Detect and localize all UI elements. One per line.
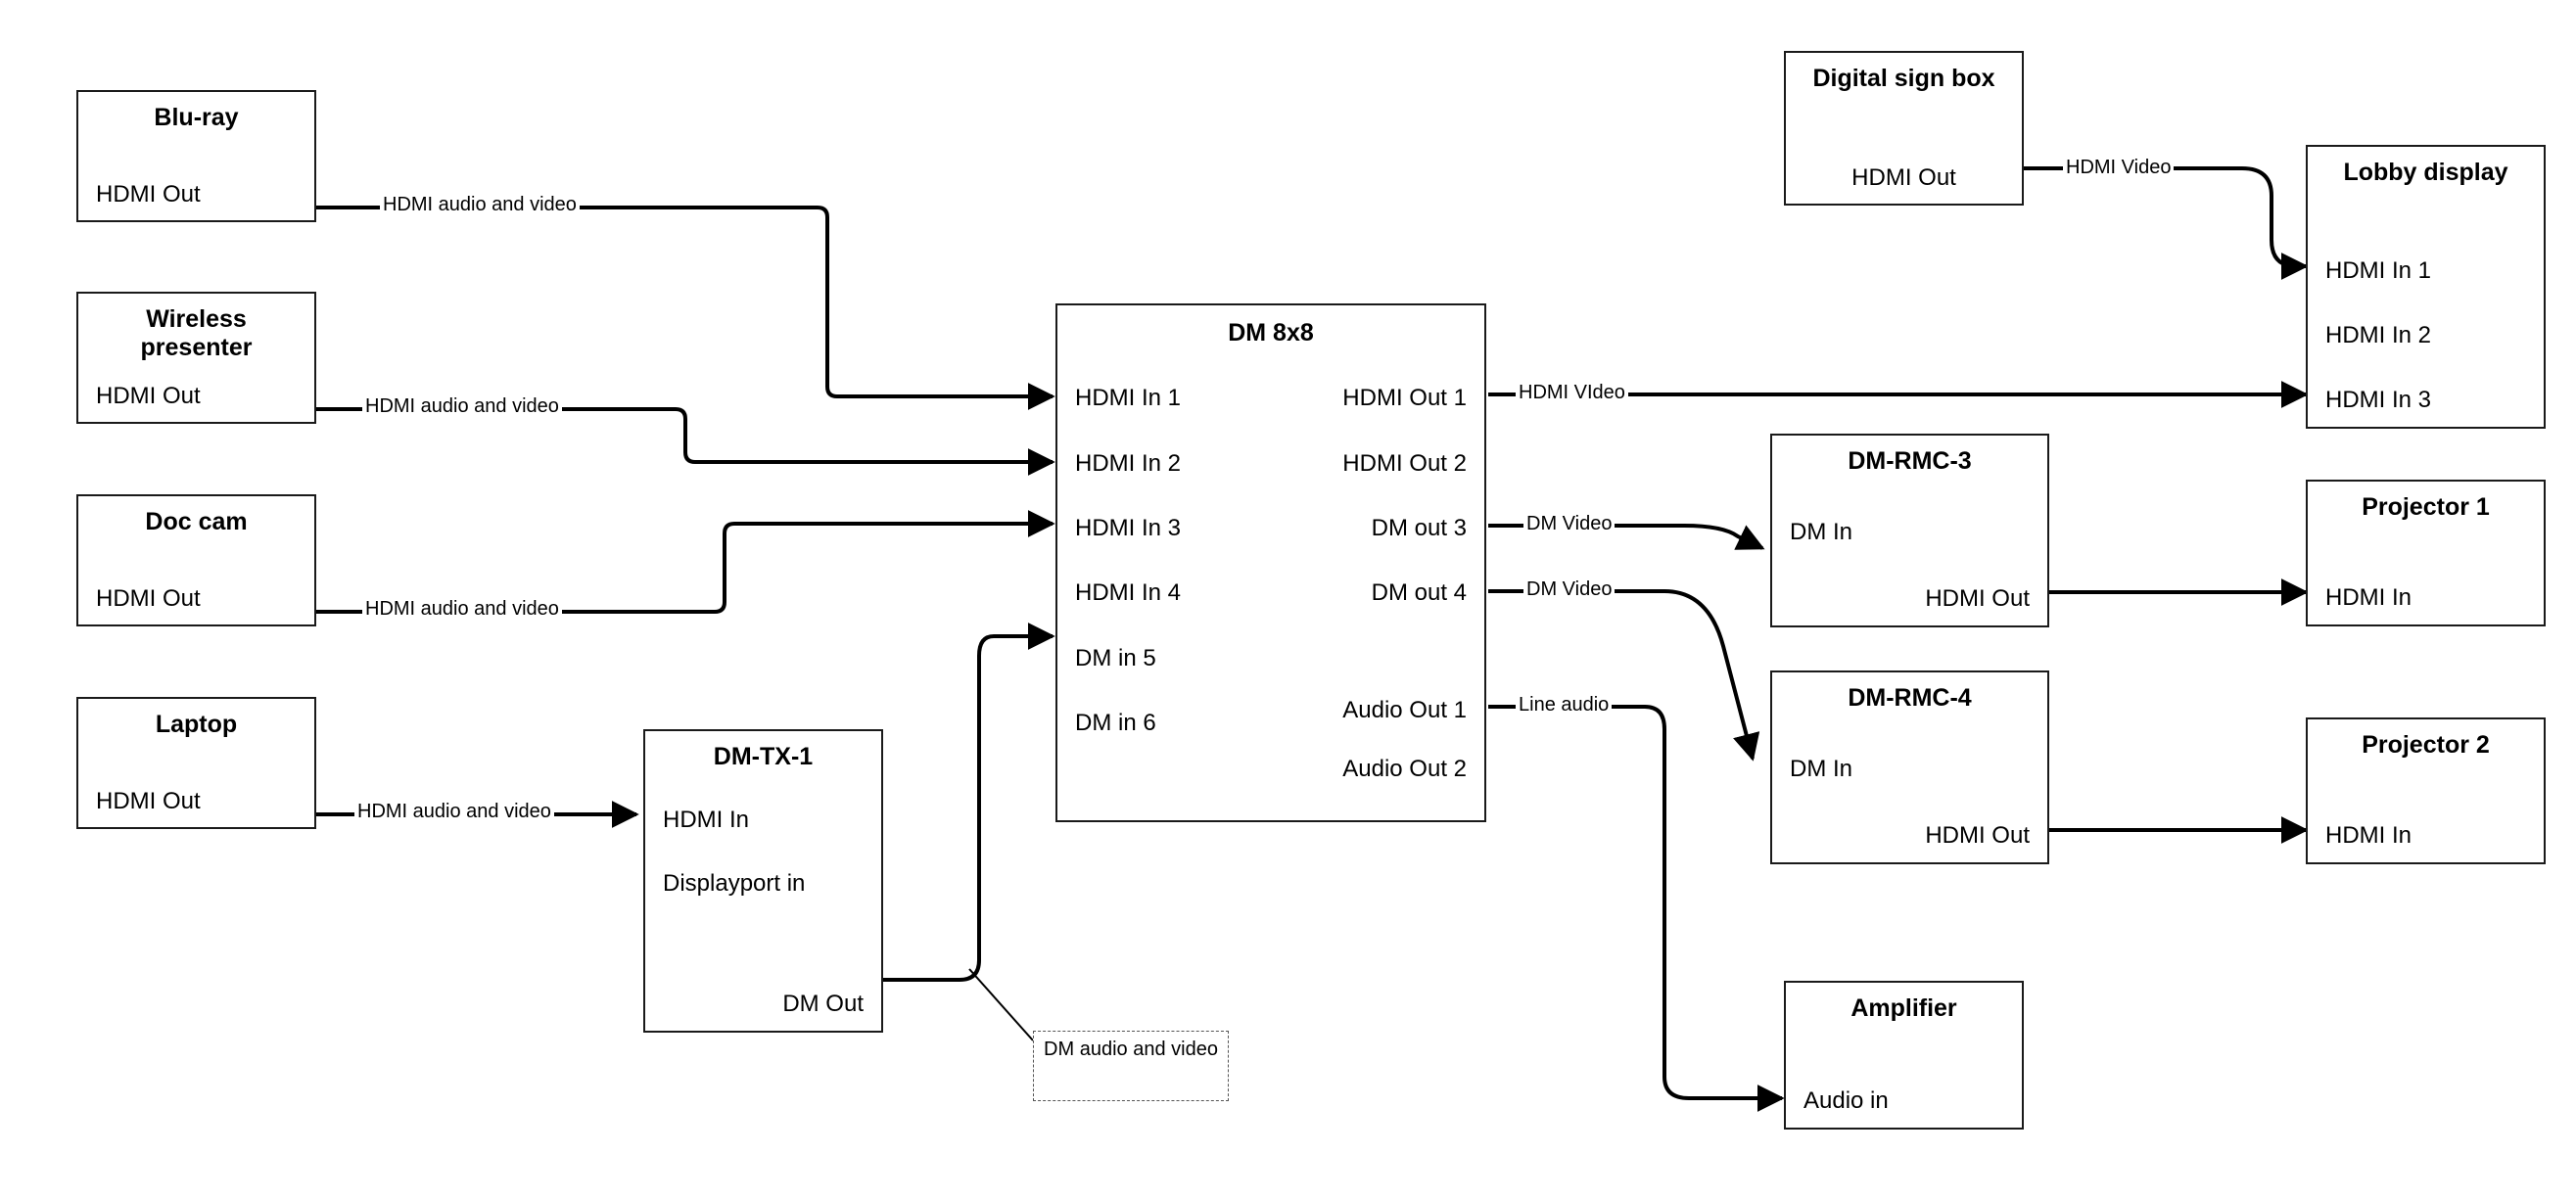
node-bluray-port-hdmi-out[interactable]: HDMI Out xyxy=(96,181,201,208)
node-dm-8x8-output-audio-out-1[interactable]: Audio Out 1 xyxy=(1342,697,1467,723)
node-dm-rmc-3[interactable] xyxy=(1770,434,2049,627)
node-dm-rmc-3-port-hdmi-out[interactable]: HDMI Out xyxy=(1925,585,2030,612)
node-dm-rmc-4-title: DM-RMC-4 xyxy=(1848,684,1972,712)
node-laptop-port-hdmi-out[interactable]: HDMI Out xyxy=(96,788,201,814)
node-doc-cam-port-hdmi-out[interactable]: HDMI Out xyxy=(96,585,201,612)
node-wireless-presenter-title: Wireless presenter xyxy=(140,305,253,361)
edge-label-bluray-to-dm: HDMI audio and video xyxy=(380,194,580,216)
node-dm-tx-1-port-hdmi-in[interactable]: HDMI In xyxy=(663,807,750,833)
node-dm-rmc-3-title: DM-RMC-3 xyxy=(1848,447,1972,475)
node-lobby-display[interactable] xyxy=(2306,145,2546,429)
node-amplifier-port-audio-in[interactable]: Audio in xyxy=(1803,1087,1889,1114)
node-digital-sign-box-port-hdmi-out[interactable]: HDMI Out xyxy=(1851,164,1956,191)
node-laptop[interactable] xyxy=(76,697,316,829)
node-lobby-display-title: Lobby display xyxy=(2343,159,2508,186)
node-dm-rmc-3-port-dm-in[interactable]: DM In xyxy=(1790,519,1853,545)
node-dm-8x8[interactable] xyxy=(1055,303,1486,822)
node-dm-8x8-output-audio-out-2[interactable]: Audio Out 2 xyxy=(1342,756,1467,782)
node-wireless-presenter-port-hdmi-out[interactable]: HDMI Out xyxy=(96,383,201,409)
node-dm-8x8-output-hdmi-out-2[interactable]: HDMI Out 2 xyxy=(1342,450,1467,477)
node-laptop-title: Laptop xyxy=(155,711,238,738)
node-lobby-display-port-hdmi-in-1[interactable]: HDMI In 1 xyxy=(2325,257,2432,284)
node-dm-8x8-output-dm-out-3[interactable]: DM out 3 xyxy=(1371,515,1467,541)
edge-label-laptop-to-tx: HDMI audio and video xyxy=(354,801,554,823)
edge-label-dm-audio1-to-amp: Line audio xyxy=(1516,694,1612,716)
node-lobby-display-port-hdmi-in-3[interactable]: HDMI In 3 xyxy=(2325,387,2432,413)
node-digital-sign-box-title: Digital sign box xyxy=(1812,65,1995,92)
note-dm-audio-and-video: DM audio and video xyxy=(1033,1031,1229,1101)
node-dm-8x8-output-hdmi-out-1[interactable]: HDMI Out 1 xyxy=(1342,385,1467,411)
node-doc-cam[interactable] xyxy=(76,494,316,626)
node-dm-tx-1[interactable] xyxy=(643,729,883,1033)
node-amplifier[interactable] xyxy=(1784,981,2024,1130)
node-dm-8x8-input-hdmi-in-3[interactable]: HDMI In 3 xyxy=(1075,515,1182,541)
node-dm-tx-1-port-dm-out[interactable]: DM Out xyxy=(782,991,864,1017)
node-projector-1-port-hdmi-in[interactable]: HDMI In xyxy=(2325,584,2412,611)
node-projector-2[interactable] xyxy=(2306,717,2546,864)
node-projector-1[interactable] xyxy=(2306,480,2546,626)
node-dm-8x8-input-dm-in-5[interactable]: DM in 5 xyxy=(1075,645,1156,671)
node-digital-sign-box[interactable] xyxy=(1784,51,2024,206)
node-dm-rmc-4-port-hdmi-out[interactable]: HDMI Out xyxy=(1925,822,2030,849)
node-amplifier-title: Amplifier xyxy=(1850,994,1957,1022)
node-dm-rmc-4-port-dm-in[interactable]: DM In xyxy=(1790,756,1853,782)
edge-label-wireless-to-dm: HDMI audio and video xyxy=(362,395,562,418)
node-dm-rmc-4[interactable] xyxy=(1770,670,2049,864)
node-dm-8x8-output-dm-out-4[interactable]: DM out 4 xyxy=(1371,579,1467,606)
edge-label-dm-out3-to-rmc3: DM Video xyxy=(1523,513,1615,535)
node-dm-8x8-input-hdmi-in-2[interactable]: HDMI In 2 xyxy=(1075,450,1182,477)
edge-label-doccam-to-dm: HDMI audio and video xyxy=(362,598,562,621)
edge-label-dm-out4-to-rmc4: DM Video xyxy=(1523,578,1615,601)
node-doc-cam-title: Doc cam xyxy=(145,508,248,535)
node-dm-8x8-input-hdmi-in-4[interactable]: HDMI In 4 xyxy=(1075,579,1182,606)
edge-label-dm-out1-to-lobby: HDMI VIdeo xyxy=(1516,382,1628,404)
node-dm-8x8-title: DM 8x8 xyxy=(1228,319,1314,346)
node-bluray[interactable] xyxy=(76,90,316,222)
node-lobby-display-port-hdmi-in-2[interactable]: HDMI In 2 xyxy=(2325,322,2432,348)
node-bluray-title: Blu-ray xyxy=(154,104,239,131)
node-dm-8x8-input-hdmi-in-1[interactable]: HDMI In 1 xyxy=(1075,385,1182,411)
node-dm-tx-1-title: DM-TX-1 xyxy=(713,743,814,770)
edge-label-signbox-to-lobby: HDMI Video xyxy=(2063,157,2174,179)
node-wireless-presenter[interactable] xyxy=(76,292,316,424)
node-projector-2-port-hdmi-in[interactable]: HDMI In xyxy=(2325,822,2412,849)
node-dm-8x8-input-dm-in-6[interactable]: DM in 6 xyxy=(1075,710,1156,736)
node-projector-2-title: Projector 2 xyxy=(2362,731,2490,759)
node-dm-tx-1-port-displayport-in[interactable]: Displayport in xyxy=(663,870,806,897)
node-projector-1-title: Projector 1 xyxy=(2362,493,2490,521)
